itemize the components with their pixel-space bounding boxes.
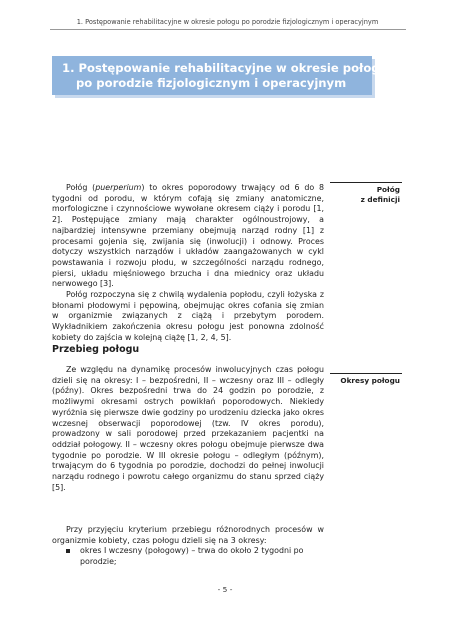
chapter-title-line-2: po porodzie fizjologicznym i operacyjnym (76, 76, 347, 90)
paragraph-definition-rest: ) to okres poporodowy trwający od 6 do 8 tygodni od porodu, w którym cofają się zmiany anatomiczne, morfologiczne i czynnościowe wywołane okresem ciąży i porodu [1, 2]. Postępujące zmiany mają charakter ogólnoustrojowy, a najbardziej intensywne przemiany obejmują narząd rodny [1] z procesami gojenia się, zwijania się (inwolucji) i odnowy. Proces dotyczy wszystkich narządów i układów zaangażowanych w cykl powstawania i rozwoju płodu, w szczególności narządu rodnego, piersi, układu mięśniowego brzucha i dna miednicy oraz układu nerwowego [3]. (52, 183, 324, 289)
margin-note-definition (330, 185, 400, 204)
periods-list (52, 546, 324, 567)
paragraph-definition-lead: Połóg ( (66, 183, 96, 192)
paragraph-periods: Ze względu na dynamikę procesów inwolucyjnych czas połogu dzieli się na okresy: I – bezpośredni, II – wczesny oraz III – odległy (późny). Okres bezpośredni trwa do 24 godzin po porodzie, z możliwymi okresami ostrych powikłań poporodowych. Niekiedy wyróżnia się pierwsze dwie godziny po urodzeniu dziecka jako okres wczesnej obserwacji poporodowej (tzw. IV okres porodu), prowadzony w sali porodowej przed przekazaniem pacjentki na oddział połogowy. II – wczesny okres połogu obejmuje pierwsze dwa tygodnie po porodzie. W III okresie połogu – odległym (późnym), trwającym do 6 tygodnia po porodzie, dochodzi do pełnej inwolucji narządu rodnego i powrotu całego organizmu do stanu sprzed ciąży [5]. (52, 365, 324, 492)
list-item (52, 546, 324, 567)
page-number: - 5 - (217, 585, 233, 594)
latin-term: puerperium (95, 183, 142, 192)
chapter-title-line-1: 1. Postępowanie rehabilitacyjne w okresie połogu (62, 61, 388, 75)
chapter-title (52, 56, 388, 95)
paragraph-criteria: Przy przyjęciu kryterium przebiegu różnorodnych procesów w organizmie kobiety, czas połogu dzieli się na 3 okresy: (52, 525, 324, 545)
margin-note-periods: Okresy połogu (340, 376, 400, 385)
margin-note-definition-line-1: Połóg (376, 185, 400, 194)
running-head: 1. Postępowanie rehabilitacyjne w okresie połogu po porodzie fizjologicznym i operacyjnym (76, 18, 379, 26)
header-rule (50, 29, 406, 30)
section-heading: Przebieg połogu (52, 344, 140, 355)
paragraph-definition (52, 183, 324, 290)
paragraph-onset: Połóg rozpoczyna się z chwilą wydalenia popłodu, czyli łożyska z błonami płodowymi i pępowiną, obejmując okres cofania się zmian w organizmie związanych z ciążą i przebytym porodem. Wykładnikiem zakończenia okresu połogu jest ponowna zdolność kobiety do zajścia w kolejną ciążę [1, 2, 4, 5]. (52, 290, 324, 342)
list-item-text: okres I wczesny (połogowy) – trwa do około 2 tygodni po porodzie; (80, 546, 304, 566)
margin-note-rule (330, 182, 402, 183)
bullet-square-icon (66, 549, 70, 553)
margin-note-definition-line-2: z definicji (360, 194, 400, 204)
margin-note-rule (330, 373, 402, 374)
